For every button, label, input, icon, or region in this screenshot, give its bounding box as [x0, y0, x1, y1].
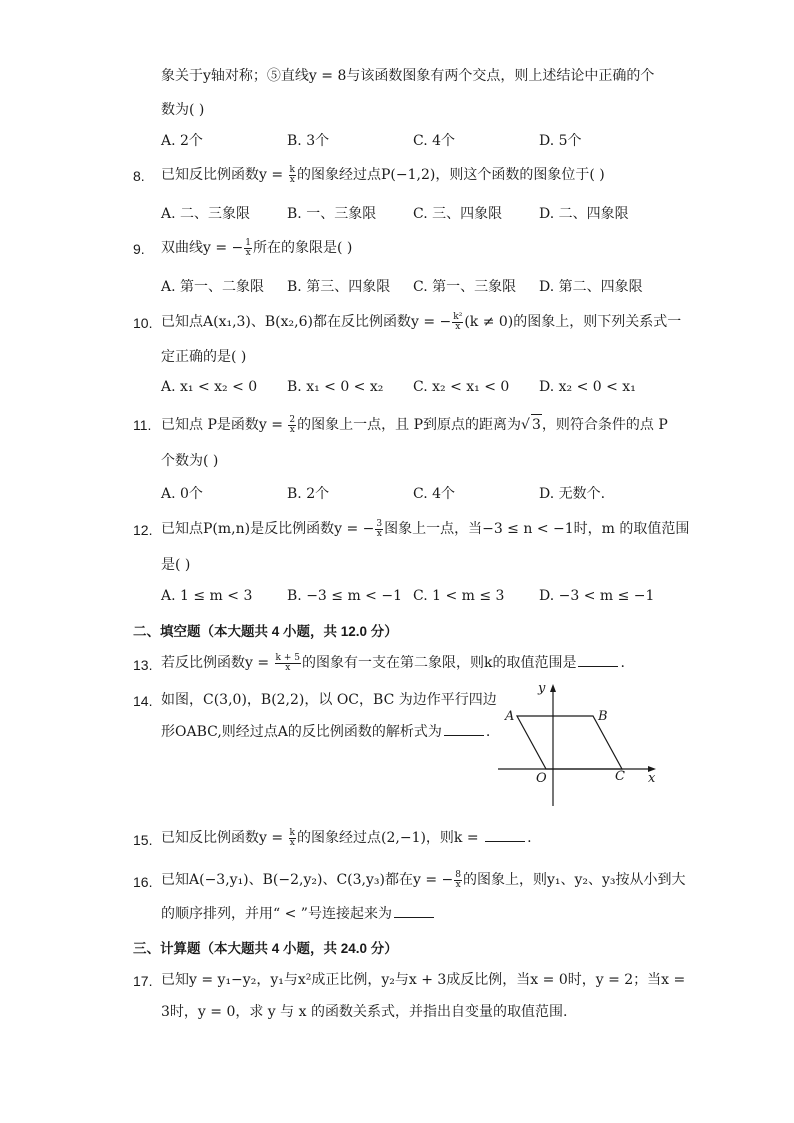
point-b-label: B — [598, 709, 608, 724]
q9-pre: 双曲线y = − — [161, 240, 244, 256]
point-a-label: A — [505, 709, 515, 724]
q16-pre: 已知A(−3,y₁)、B(−2,y₂)、C(3,y₃)都在y = − — [161, 872, 454, 888]
q9-option-a: A. 第一、二象限 — [161, 279, 265, 295]
q11-frac-den: x — [289, 424, 295, 435]
q13-frac-den: x — [285, 662, 291, 673]
y-axis-label: y — [538, 681, 546, 696]
q9-post: 所在的象限是( ) — [253, 240, 353, 256]
q13-fraction — [275, 654, 301, 673]
q12-number: 12. — [133, 522, 153, 538]
q15-answer-blank[interactable] — [485, 829, 525, 842]
q15-text — [161, 828, 532, 848]
q15-pre: 已知反比例函数y = — [161, 830, 288, 846]
q8-fraction — [289, 166, 296, 185]
q11-post: ，则符合条件的点 P — [541, 417, 668, 433]
q14-line2 — [161, 722, 490, 742]
q15-number: 15. — [133, 832, 153, 848]
q11-mid: 的图象上一点，且 P到原点的距离为 — [297, 417, 522, 433]
q17-line2: 3时，y = 0，求 y 与 x 的函数关系式，并指出自变量的取值范围. — [161, 1004, 568, 1020]
q11-option-d: D. 无数个. — [539, 486, 606, 502]
q9-fraction — [244, 239, 252, 258]
q11-text: 已知点 P是函数y = $\frac{2}{x}$ 的图象上一点，且 P到原点的距离为√ 3，则符合条件的点 P — [161, 414, 668, 435]
q8-option-c: C. 三、四象限 — [413, 206, 503, 222]
q12-option-c: C. 1 < m ≤ 3 — [413, 588, 505, 604]
q13-frac-num: k + 5 — [275, 652, 300, 663]
q14-answer-blank[interactable] — [444, 723, 484, 736]
q10-number: 10. — [133, 315, 153, 331]
q11-fraction — [288, 416, 296, 435]
q12-fraction — [375, 520, 383, 539]
q12-text — [161, 519, 689, 539]
q7-option-c: C. 4个 — [413, 133, 456, 149]
q14-line2-text: 形OABC,则经过点A的反比例函数的解析式为 — [161, 724, 442, 740]
q10-line2: 定正确的是( ) — [161, 349, 247, 365]
q13-post: 的图象有一支在第二象限，则k的取值范围是 — [302, 655, 577, 671]
x-axis-label: x — [648, 771, 656, 786]
q8-post: 的图象经过点P(−1,2)，则这个函数的图象位于( ) — [297, 167, 605, 183]
q16-line2 — [161, 904, 436, 924]
q9-frac-num: 1 — [245, 237, 252, 248]
q14-parallelogram-figure — [494, 678, 664, 810]
q13-number: 13. — [133, 657, 153, 673]
point-o-label: O — [536, 771, 547, 786]
q15-frac-num: k — [289, 827, 296, 838]
q15-end: . — [527, 830, 532, 846]
section-fill-in-heading: 二、填空题（本大题共 4 小题，共 12.0 分） — [133, 624, 398, 639]
q16-frac-den: x — [455, 879, 461, 890]
q13-end: . — [620, 655, 625, 671]
q9-option-c: C. 第一、三象限 — [413, 279, 517, 295]
q16-fraction — [454, 871, 462, 890]
q11-frac-num: 2 — [289, 414, 296, 425]
q8-option-b: B. 一、三象限 — [287, 206, 377, 222]
q7-option-d: D. 5个 — [539, 133, 582, 149]
section-calculation-heading: 三、计算题（本大题共 4 小题，共 24.0 分） — [133, 941, 398, 956]
q8-frac-den: x — [289, 174, 295, 185]
q12-option-a: A. 1 ≤ m < 3 — [161, 588, 253, 604]
q12-pre: 已知点P(m,n)是反比例函数y = − — [161, 521, 375, 537]
q16-frac-num: 8 — [455, 869, 461, 880]
q9-option-b: B. 第三、四象限 — [287, 279, 391, 295]
q9-number: 9. — [133, 241, 145, 257]
q12-line2: 是( ) — [161, 557, 191, 573]
q11-number: 11. — [133, 417, 152, 433]
q13-answer-blank[interactable] — [578, 654, 618, 667]
q17-line1: 已知y = y₁−y₂，y₁与x²成正比例，y₂与x + 3成反比例，当x = 0时，y = 2；当x = — [161, 972, 686, 988]
q14-number: 14. — [133, 693, 153, 709]
q10-frac-den: x — [455, 321, 461, 332]
q11-option-c: C. 4个 — [413, 486, 456, 502]
q12-option-d: D. −3 < m ≤ −1 — [539, 588, 655, 604]
q9-frac-den: x — [245, 247, 251, 258]
q16-answer-blank[interactable] — [394, 905, 434, 918]
q10-option-a: A. x₁ < x₂ < 0 — [161, 379, 258, 395]
q8-option-d: D. 二、四象限 — [539, 206, 629, 222]
q9-option-d: D. 第二、四象限 — [539, 279, 643, 295]
q11-pre: 已知点 P是函数y = — [161, 417, 288, 433]
q9-text — [161, 238, 352, 258]
y-axis-arrow — [550, 684, 556, 692]
q17-number: 17. — [133, 973, 153, 989]
point-c-label: C — [615, 769, 625, 784]
q16-post: 的图象上，则y₁、y₂、y₃按从小到大 — [462, 872, 686, 888]
q12-post: 图象上一点，当−3 ≤ n < −1时，m 的取值范围 — [384, 521, 690, 537]
q7-line1: 象关于y轴对称；⑤直线y = 8与该函数图象有两个交点，则上述结论中正确的个 — [161, 68, 655, 84]
q13-text — [161, 653, 625, 673]
q16-number: 16. — [133, 874, 153, 890]
q10-option-d: D. x₂ < 0 < x₁ — [539, 379, 636, 395]
q11-sqrt: 3 — [531, 414, 542, 435]
q7-line2: 数为( ) — [161, 102, 205, 118]
q10-post: (k ≠ 0)的图象上，则下列关系式一 — [464, 314, 682, 330]
q15-post: 的图象经过点(2,−1)，则k = — [297, 830, 484, 846]
q12-frac-den: x — [376, 528, 382, 539]
q10-pre: 已知点A(x₁,3)、B(x₂,6)都在反比例函数y = − — [161, 314, 452, 330]
q8-pre: 已知反比例函数y = — [161, 167, 288, 183]
q8-number: 8. — [133, 168, 145, 184]
q10-option-b: B. x₁ < 0 < x₂ — [287, 379, 384, 395]
q8-text — [161, 165, 605, 185]
q16-line2-text: 的顺序排列，并用“ < ”号连接起来为 — [161, 906, 392, 922]
q15-fraction — [289, 829, 296, 848]
q11-option-a: A. 0个 — [161, 486, 203, 502]
q8-frac-num: k — [289, 164, 296, 175]
q10-frac-num: k² — [453, 311, 463, 322]
q10-text — [161, 312, 681, 332]
q12-frac-num: 3 — [376, 518, 383, 529]
q7-option-a: A. 2个 — [161, 133, 203, 149]
q11-line2: 个数为( ) — [161, 453, 219, 469]
q7-option-b: B. 3个 — [287, 133, 330, 149]
q12-option-b: B. −3 ≤ m < −1 — [287, 588, 403, 604]
q16-text — [161, 870, 686, 890]
q8-option-a: A. 二、三象限 — [161, 206, 251, 222]
q10-option-c: C. x₂ < x₁ < 0 — [413, 379, 510, 395]
q14-line1: 如图，C(3,0)，B(2,2)，以 OC，BC 为边作平行四边 — [161, 692, 497, 708]
q15-frac-den: x — [289, 837, 295, 848]
q14-end: . — [485, 724, 491, 740]
q13-pre: 若反比例函数y = — [161, 655, 274, 671]
q10-fraction — [452, 313, 463, 332]
q11-option-b: B. 2个 — [287, 486, 330, 502]
